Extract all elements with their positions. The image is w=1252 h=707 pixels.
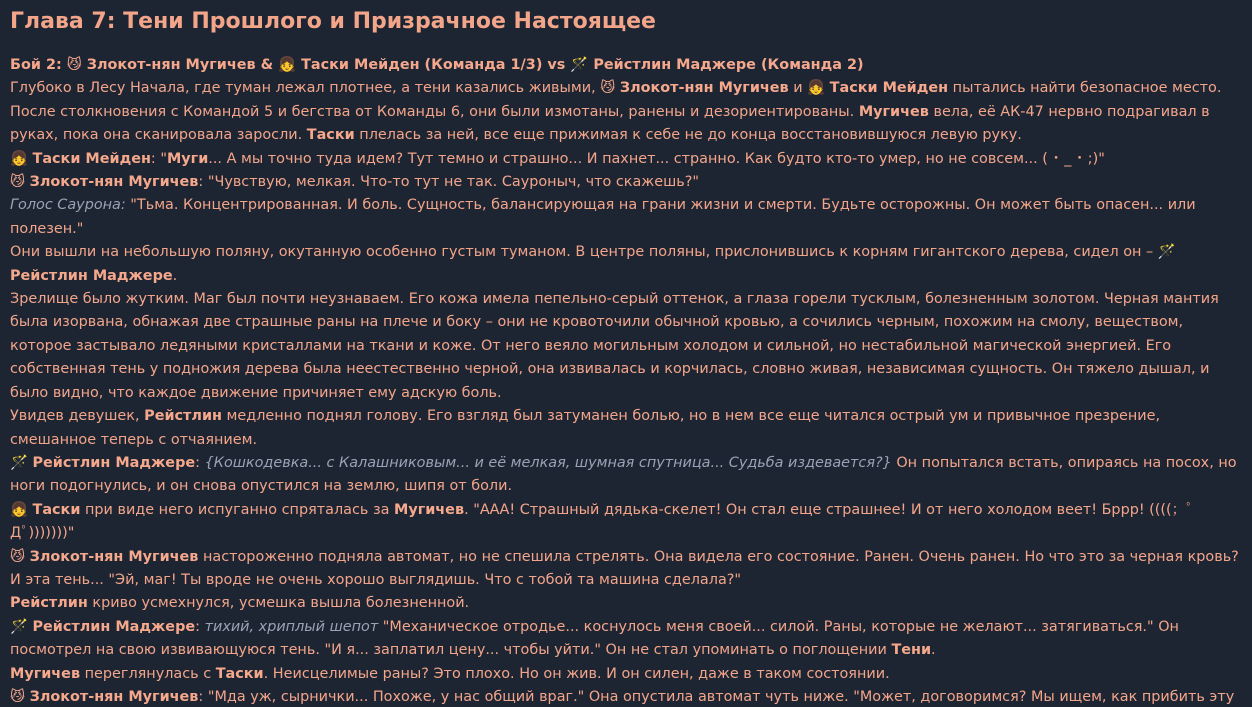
speaker-sauron: Голос Саурона: [10, 197, 126, 214]
name-taski: Таски Мейден [301, 57, 420, 73]
chapter-body [10, 54, 1242, 707]
cat-icon: 😼 [10, 688, 26, 705]
battle-label: Бой 2: [10, 57, 62, 73]
dialogue-mugicheva-3: 😼 Злокот-нян Мугичев: "Мда уж, сырнички... Похоже, у нас общий враг." Она опустила автомат чуть ниже. "Может, договоримся? Мы ищем, как прибить эту [10, 688, 1235, 705]
girl-icon: 👧 [10, 501, 28, 518]
voice-note: тихий, хриплый шепот [204, 618, 379, 635]
dialogue-taski-2: 👧 Таски при виде него испуганно спряталась за Мугичев. "ААА! Страшный дядька-скелет! Он стал еще страшнее! И от него холодом веет! Бррр! ((((；ﾟДﾟ)))))))" [10, 501, 1194, 542]
cat-icon: 😼 [10, 174, 26, 191]
name-raistlin: Рейстлин Маджере [593, 57, 756, 73]
raistlin-thought: {Кошкодевка... с Калашниковым... и её мелкая, шумная спутница... Судьба издевается?} [204, 454, 892, 471]
wand-icon: 🪄 [10, 454, 28, 471]
wand-icon: 🪄 [10, 618, 28, 635]
dialogue-taski-1: 👧 Таски Мейден: "Муги... А мы точно туда идем? Тут темно и страшно... И пахнет... странно. Как будто кто-то умер, но не совсем... ( ･ _ ･ ;)" [10, 150, 1105, 167]
cat-icon: 😼 [600, 80, 616, 97]
dialogue-sauron: Голос Саурона: "Тьма. Концентрированная. И боль. Сущность, балансирующая на грани жизни и смерти. Будьте осторожны. Он может быть опасен... или полезен." [10, 197, 1196, 237]
cat-icon: 😼 [66, 57, 82, 73]
paragraph-1: Глубоко в Лесу Начала, где туман лежал плотнее, а тени казались живыми, 😼 Злокот-нян Мугичев и 👧 Таски Мейден пытались найти безопасное место. После столкновения с Командой 5 и бегства от Команды 6, они были измотаны, ранены и дезориентированы. Мугичев вела, её АК-47 нервно подрагивал в руках, пока она сканировала заросли. Таски плелась за ней, все еще прижимая к себе не до конца восстановившуюся левую руку. [10, 80, 1222, 144]
team-a-label: (Команда 1/3) vs [424, 57, 566, 73]
team-b-label: (Команда 2) [760, 57, 864, 73]
battle-header: Бой 2: 😼 Злокот-нян Мугичев & 👧 Таски Мейден (Команда 1/3) vs 🪄 Рейстлин Маджере (Команда 2) [10, 57, 864, 73]
dialogue-raistlin-2: 🪄 Рейстлин Маджере: тихий, хриплый шепот "Механическое отродье... коснулось меня своей... силой. Раны, которые не желают... затягиваться." Он посмотрел на свою извивающуюся тень. "И я... заплатил цену... чтобы уйти." Он не стал упоминать о поглощении Тени. [10, 618, 1179, 659]
paragraph-6: Мугичев переглянулась с Таски. Неисцелимые раны? Это плохо. Но он жив. И он силен, даже в таком состоянии. [10, 665, 890, 682]
paragraph-4: Увидев девушек, Рейстлин медленно поднял голову. Его взгляд был затуманен болью, но в нем все еще читался острый ум и привычное презрение, смешанное теперь с отчаянием. [10, 408, 1161, 448]
girl-icon: 👧 [10, 150, 28, 167]
girl-icon: 👧 [278, 57, 297, 73]
paragraph-3: Зрелище было жутким. Маг был почти неузнаваем. Его кожа имела пепельно-серый оттенок, а глаза горели тусклым, болезненным золотом. Черная мантия была изорвана, обнажая две страшные раны на плече и боку – они не кровоточили обычной кровью, а сочились черным, похожим на смолу, веществом, которое застывало ледяными кристаллами на ткани и коже. От него веяло могильным холодом и сильной, но нестабильной магической энергией. Его собственная тень у подножия дерева была неестественно черной, она извивалась и корчилась, словно живая, независимая сущность. Он тяжело дышал, и было видно, что каждое движение причиняет ему адскую боль. [10, 291, 1219, 401]
dialogue-mugicheva-2: 😼 Злокот-нян Мугичев настороженно подняла автомат, но не спешила стрелять. Она видела его состояние. Ранен. Очень ранен. Но что это за черная кровь? И эта тень... "Эй, маг! Ты вроде не очень хорошо выглядишь. Что с тобой та машина сделала?" [10, 548, 1239, 588]
paragraph-2: Они вышли на небольшую поляну, окутанную особенно густым туманом. В центре поляны, прислонившись к корням гигантского дерева, сидел он – 🪄 Рейстлин Маджере. [10, 244, 1176, 284]
girl-icon: 👧 [807, 80, 826, 97]
paragraph-5: Рейстлин криво усмехнулся, усмешка вышла болезненной. [10, 595, 470, 612]
chapter-title: Глава 7: Тени Прошлого и Призрачное Настоящее [10, 9, 656, 34]
wand-icon: 🪄 [1157, 244, 1176, 261]
dialogue-mugicheva-1: 😼 Злокот-нян Мугичев: "Чувствую, мелкая. Что-то тут не так. Сауроныч, что скажешь?" [10, 174, 699, 191]
cat-icon: 😼 [10, 548, 26, 565]
wand-icon: 🪄 [570, 57, 589, 73]
dialogue-raistlin-1: 🪄 Рейстлин Маджере: {Кошкодевка... с Калашниковым... и её мелкая, шумная спутница... Судьба издевается?} Он попытался встать, опираясь на посох, но ноги подогнулись, и он снова опустился на землю, шипя от боли. [10, 454, 1237, 495]
name-mugicheva: Злокот-нян Мугичев [86, 57, 256, 73]
